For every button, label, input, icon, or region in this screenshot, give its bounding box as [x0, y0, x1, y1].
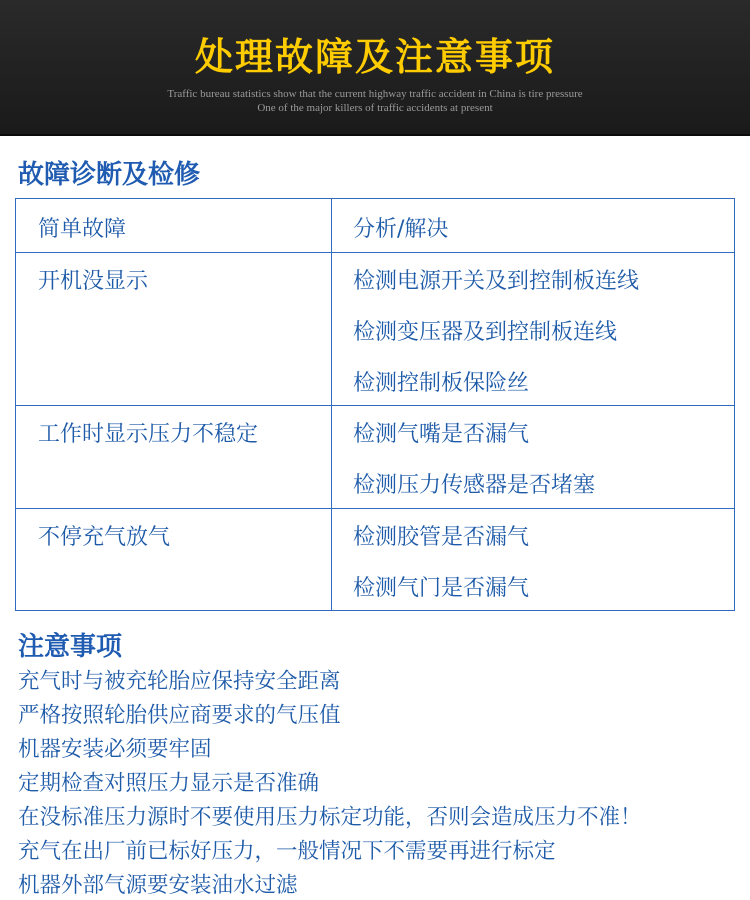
note-item: 严格按照轮胎供应商要求的气压值 [18, 703, 341, 728]
notes-section-title: 注意事项 [18, 632, 123, 662]
table-header-cell-fault [16, 199, 332, 252]
banner-subtitle-line-2: One of the major killers of traffic accidents at present [257, 102, 493, 114]
fault-diagnosis-table [15, 198, 735, 611]
fault-label: 工作时显示压力不稳定 [38, 422, 259, 447]
solution-item: 检测电源开关及到控制板连线 [353, 269, 640, 294]
note-item: 充气在出厂前已标好压力，一般情况下不需要再进行标定 [18, 839, 556, 864]
note-item: 在没标准压力源时不要使用压力标定功能，否则会造成压力不准！ [18, 805, 642, 830]
fault-cell [16, 406, 332, 508]
note-item: 定期检查对照压力显示是否准确 [18, 771, 320, 796]
table-row [16, 508, 734, 611]
diagnosis-section-title: 故障诊断及检修 [18, 160, 201, 190]
solution-cell [333, 509, 734, 611]
note-item: 充气时与被充轮胎应保持安全距离 [18, 669, 341, 694]
page-title: 处理故障及注意事项 [194, 35, 555, 79]
fault-cell [16, 253, 332, 405]
table-row [16, 405, 734, 508]
solution-item: 检测气嘴是否漏气 [353, 422, 530, 447]
header-banner [0, 0, 750, 136]
solution-item: 检测控制板保险丝 [353, 371, 530, 396]
table-row [16, 252, 734, 405]
table-header-fault-label: 简单故障 [38, 217, 127, 242]
solution-item: 检测压力传感器是否堵塞 [353, 473, 596, 498]
solution-item: 检测胶管是否漏气 [353, 525, 530, 550]
fault-label: 开机没显示 [38, 269, 149, 294]
solution-cell [333, 406, 734, 508]
note-item: 机器外部气源要安装油水过滤 [18, 873, 298, 898]
solution-item: 检测气门是否漏气 [353, 576, 530, 601]
table-header-cell-solution [333, 199, 734, 252]
banner-subtitle-line-1: Traffic bureau statistics show that the current highway traffic accident in China is tire pressure [167, 88, 583, 100]
note-item: 机器安装必须要牢固 [18, 737, 212, 762]
solution-item: 检测变压器及到控制板连线 [353, 320, 618, 345]
fault-label: 不停充气放气 [38, 525, 171, 550]
solution-cell [333, 253, 734, 405]
table-header-solution-label: 分析/解决 [353, 217, 449, 242]
fault-cell [16, 509, 332, 611]
table-header-row [16, 199, 734, 252]
